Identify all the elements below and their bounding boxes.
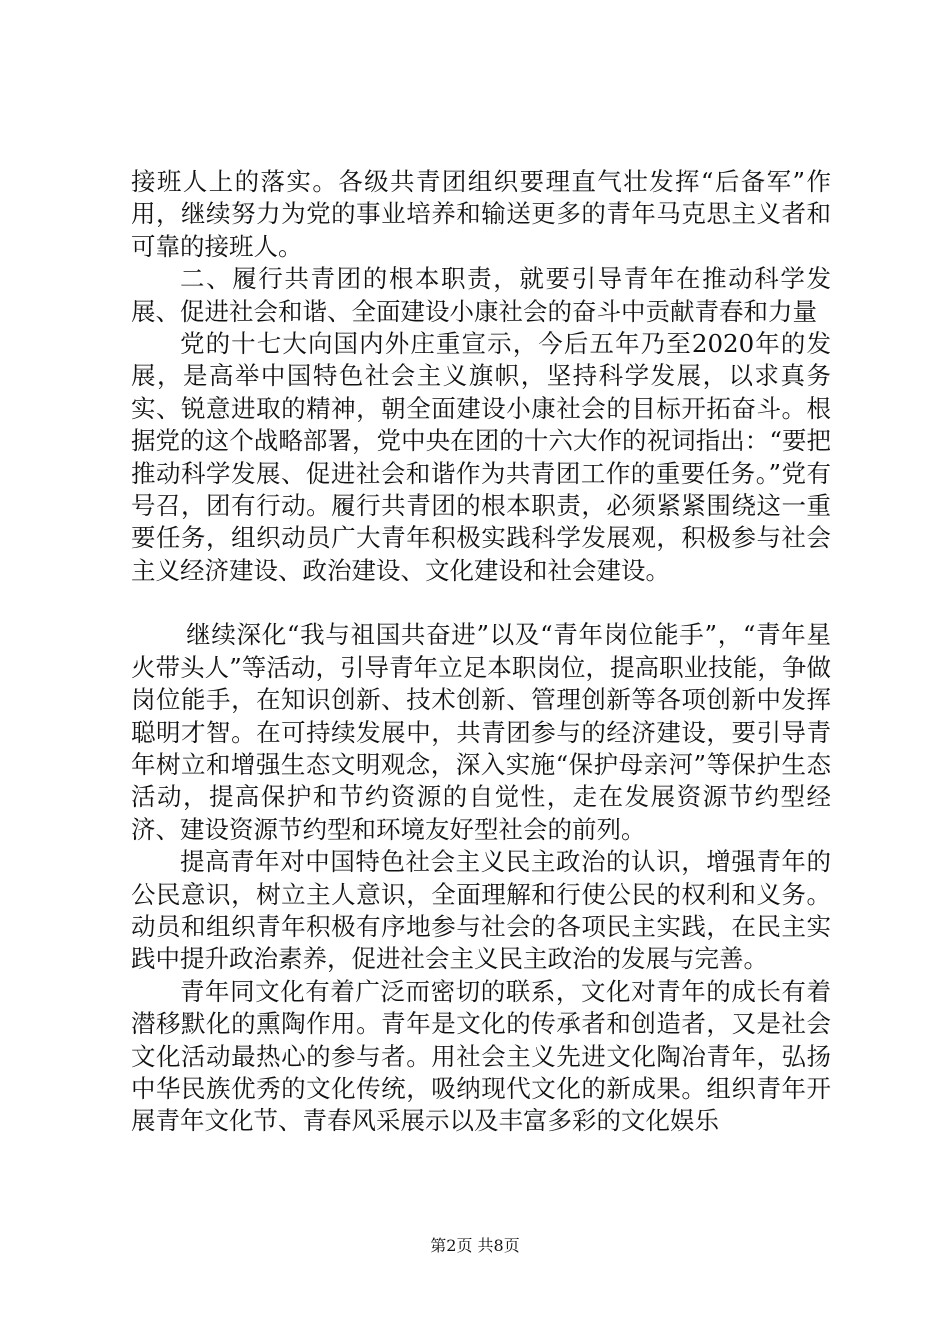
paragraph-party-congress: 党的十七大向国内外庄重宣示，今后五年乃至2020年的发展，是高举中国特色社会主义旗帜，坚持科学发展，以求真务实、锐意进取的精神，朝全面建设小康社会的目标开拓奋斗。根据党的这个战略部署，党中央在团的十六大作的祝词指出：“要把推动科学发展、促进社会和谐作为共青团工作的重要任务。”党有号召，团有行动。履行共青团的根本职责，必须紧紧围绕这一重要任务，组织动员广大青年积极实践科学发展观，积极参与社会主义经济建设、政治建设、文化建设和社会建设。 — [131, 329, 831, 585]
page-footer — [0, 1236, 950, 1256]
page-number: 第2页 共8页 — [430, 1236, 520, 1255]
paragraph-spacer — [131, 587, 831, 619]
paragraph-economic-construction: 继续深化“我与祖国共奋进”以及“青年岗位能手”，“青年星火带头人”等活动，引导青年立足本职岗位，提高职业技能，争做岗位能手，在知识创新、技术创新、管理创新等各项创新中发挥聪明才智。在可持续发展中，共青团参与的经济建设，要引导青年树立和增强生态文明观念，深入实施“保护母亲河”等保护生态活动，提高保护和节约资源的自觉性，走在发展资源节约型经济、建设资源节约型和环境友好型社会的前列。 — [131, 620, 831, 844]
document-body — [131, 166, 831, 1138]
paragraph-democratic-politics: 提高青年对中国特色社会主义民主政治的认识，增强青年的公民意识，树立主人意识，全面理解和行使公民的权利和义务。动员和组织青年积极有序地参与社会的各项民主实践，在民主实践中提升政治素养，促进社会主义民主政治的发展与完善。 — [131, 847, 831, 974]
section-heading-two: 二、履行共青团的根本职责，就要引导青年在推动科学发展、促进社会和谐、全面建设小康社会的奋斗中贡献青春和力量 — [131, 264, 831, 326]
paragraph-continuation: 接班人上的落实。各级共青团组织要理直气壮发挥“后备军”作用，继续努力为党的事业培养和输送更多的青年马克思主义者和可靠的接班人。 — [131, 167, 831, 261]
paragraph-culture: 青年同文化有着广泛而密切的联系，文化对青年的成长有着潜移默化的熏陶作用。青年是文化的传承者和创造者，又是社会文化活动最热心的参与者。用社会主义先进文化陶冶青年，弘扬中华民族优秀的文化传统，吸纳现代文化的新成果。组织青年开展青年文化节、青春风采展示以及丰富多彩的文化娱乐 — [131, 976, 831, 1136]
